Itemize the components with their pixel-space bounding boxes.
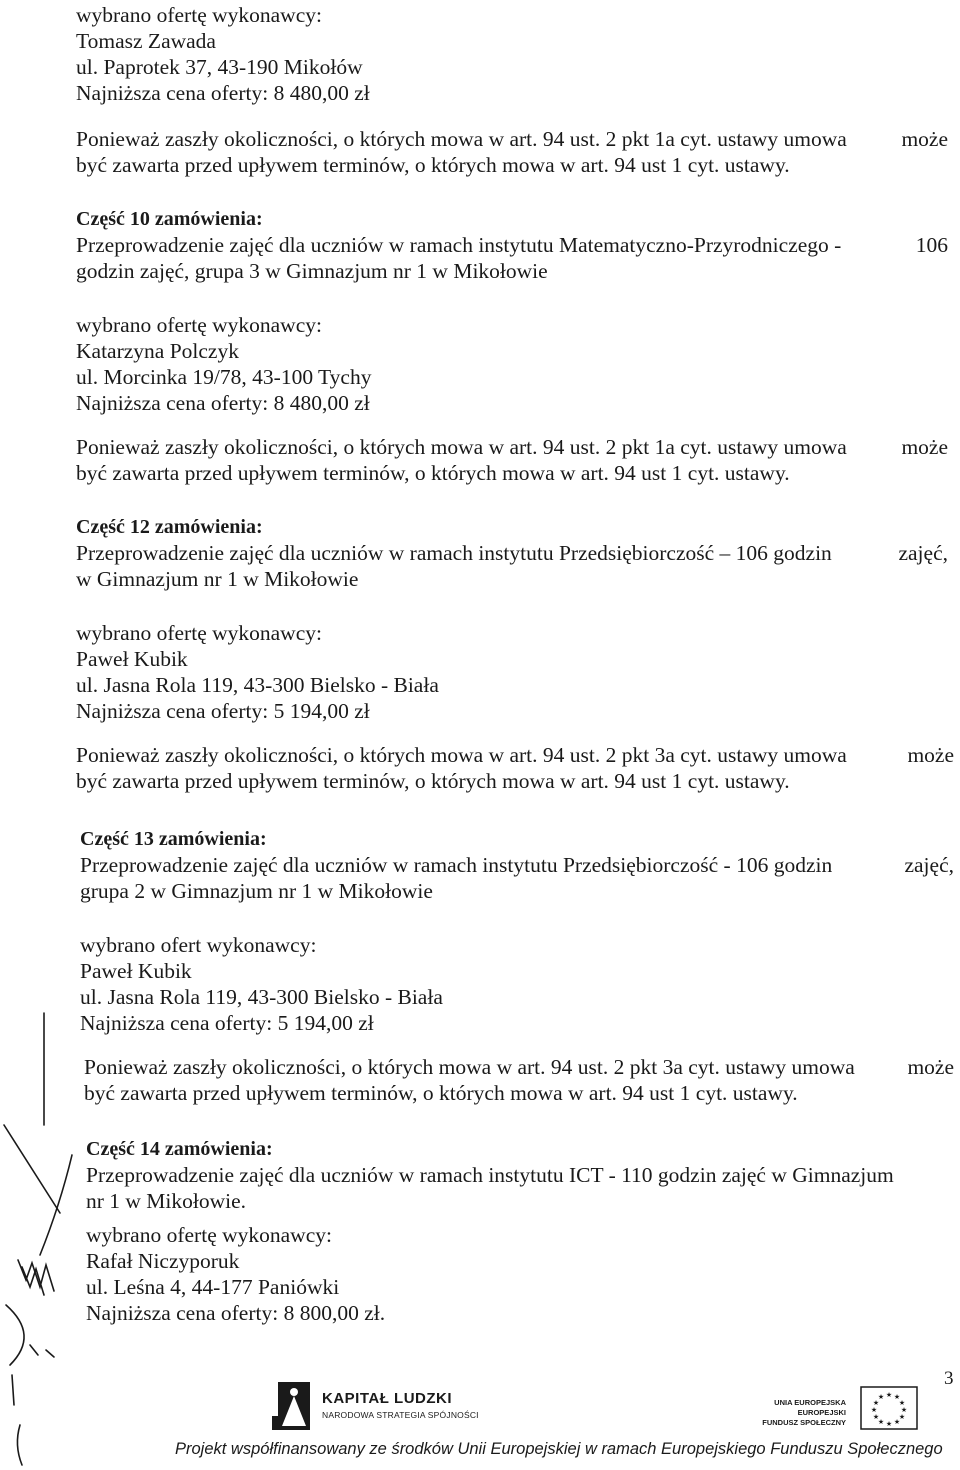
part-10-contractor-address: ul. Morcinka 19/78, 43-100 Tychy [76, 365, 372, 389]
part-10-description-end: 106 [915, 233, 948, 257]
part-13-lowest-price: Najniższa cena oferty: 5 194,00 zł [80, 1011, 374, 1035]
part-12-justification-end: może [907, 743, 954, 767]
part-12-selected-label: wybrano ofertę wykonawcy: [76, 621, 322, 645]
part-12-contractor-address: ul. Jasna Rola 119, 43-300 Bielsko - Biała [76, 673, 439, 697]
justification-end: może [901, 127, 948, 151]
part-14-contractor-name: Rafał Niczyporuk [86, 1249, 240, 1273]
part-10-justification-last: być zawarta przed upływem terminów, o których mowa w art. 94 ust 1 cyt. ustawy. [76, 461, 790, 485]
svg-text:★: ★ [872, 1413, 880, 1421]
kapital-ludzki-emblem-icon [270, 1376, 314, 1434]
part-12-description-end: zajęć, [898, 541, 948, 565]
part-10-selected-label: wybrano ofertę wykonawcy: [76, 313, 322, 337]
footer-cofinancing-note: Projekt współfinansowany ze środków Unii Europejskiej w ramach Europejskiego Funduszu Społecznego [175, 1440, 943, 1458]
part-12-description-2: w Gimnazjum nr 1 w Mikołowie [76, 567, 359, 591]
part-13-justification-text: Ponieważ zaszły okoliczności, o których mowa w art. 94 ust. 2 pkt 3a cyt. ustawy umowa [84, 1055, 855, 1079]
part-13-justification [84, 1054, 954, 1080]
justification-text: Ponieważ zaszły okoliczności, o których mowa w art. 94 ust. 2 pkt 1a cyt. ustawy umowa [76, 127, 847, 151]
svg-text:★: ★ [877, 1393, 885, 1401]
contractor-name: Tomasz Zawada [76, 29, 216, 53]
part-14-heading: Część 14 zamówienia: [86, 1138, 273, 1160]
part-10-description-text: Przeprowadzenie zajęć dla uczniów w ramach instytutu Matematyczno-Przyrodniczego - [76, 233, 842, 257]
part-10-description-2: godzin zajęć, grupa 3 w Gimnazjum nr 1 w Mikołowie [76, 259, 548, 283]
footer-logos [270, 1376, 930, 1438]
part-12-lowest-price: Najniższa cena oferty: 5 194,00 zł [76, 699, 370, 723]
lowest-price: Najniższa cena oferty: 8 480,00 zł [76, 81, 370, 105]
svg-text:★: ★ [885, 1420, 893, 1428]
justification-line [76, 126, 948, 152]
eu-logo-text [762, 1398, 846, 1428]
part-10-justification-text: Ponieważ zaszły okoliczności, o których mowa w art. 94 ust. 2 pkt 1a cyt. ustawy umowa [76, 435, 847, 459]
part-14-description-2: nr 1 w Mikołowie. [86, 1189, 247, 1213]
part-12-justification-last: być zawarta przed upływem terminów, o których mowa w art. 94 ust 1 cyt. ustawy. [76, 769, 790, 793]
svg-text:★: ★ [885, 1391, 893, 1399]
part-13-description [80, 852, 954, 878]
part-13-heading: Część 13 zamówienia: [80, 828, 267, 850]
part-10-heading: Część 10 zamówienia: [76, 208, 263, 230]
contractor-address: ul. Paprotek 37, 43-190 Mikołów [76, 55, 363, 79]
part-14-lowest-price: Najniższa cena oferty: 8 800,00 zł. [86, 1301, 386, 1325]
part-13-description-2: grupa 2 w Gimnazjum nr 1 w Mikołowie [80, 879, 433, 903]
kapital-ludzki-subtitle: NARODOWA STRATEGIA SPÓJNOŚCI [322, 1410, 479, 1420]
part-13-selected-label: wybrano ofert wykonawcy: [80, 933, 317, 957]
part-10-contractor-name: Katarzyna Polczyk [76, 339, 239, 363]
part-13-description-text: Przeprowadzenie zajęć dla uczniów w ramach instytutu Przedsiębiorczość - 106 godzin [80, 853, 833, 877]
selected-offer-label: wybrano ofertę wykonawcy: [76, 3, 322, 27]
svg-text:★: ★ [870, 1406, 878, 1414]
part-12-justification-text: Ponieważ zaszły okoliczności, o których mowa w art. 94 ust. 2 pkt 3a cyt. ustawy umowa [76, 743, 847, 767]
part-10-justification [76, 434, 948, 460]
kapital-ludzki-title: KAPITAŁ LUDZKI [322, 1390, 453, 1407]
justification-last-line: być zawarta przed upływem terminów, o których mowa w art. 94 ust 1 cyt. ustawy. [76, 153, 790, 177]
eu-flag-icon [860, 1386, 918, 1430]
part-13-contractor-name: Paweł Kubik [80, 959, 192, 983]
svg-text:★: ★ [900, 1406, 908, 1414]
page-number: 3 [944, 1368, 954, 1389]
part-14-selected-label: wybrano ofertę wykonawcy: [86, 1223, 332, 1247]
part-14-description: Przeprowadzenie zajęć dla uczniów w ramach instytutu ICT - 110 godzin zajęć w Gimnazjum [86, 1163, 894, 1187]
svg-text:★: ★ [893, 1418, 901, 1426]
part-14-contractor-address: ul. Leśna 4, 44-177 Paniówki [86, 1275, 340, 1299]
part-13-justification-end: może [907, 1055, 954, 1079]
part-13-contractor-address: ul. Jasna Rola 119, 43-300 Bielsko - Biała [80, 985, 443, 1009]
part-13-description-end: zajęć, [904, 853, 954, 877]
eu-line-2: EUROPEJSKI [797, 1408, 846, 1417]
part-12-contractor-name: Paweł Kubik [76, 647, 188, 671]
svg-text:★: ★ [898, 1413, 906, 1421]
part-12-description-text: Przeprowadzenie zajęć dla uczniów w ramach instytutu Przedsiębiorczość – 106 godzin [76, 541, 832, 565]
part-12-heading: Część 12 zamówienia: [76, 516, 263, 538]
part-13-justification-last: być zawarta przed upływem terminów, o których mowa w art. 94 ust 1 cyt. ustawy. [84, 1081, 798, 1105]
part-10-description [76, 232, 948, 258]
svg-text:★: ★ [893, 1393, 901, 1401]
eu-line-3: FUNDUSZ SPOŁECZNY [762, 1418, 846, 1427]
part-10-justification-end: może [901, 435, 948, 459]
svg-text:★: ★ [872, 1399, 880, 1407]
handwritten-signature-icon [0, 1005, 90, 1470]
part-12-description [76, 540, 948, 566]
part-10-lowest-price: Najniższa cena oferty: 8 480,00 zł [76, 391, 370, 415]
eu-line-1: UNIA EUROPEJSKA [774, 1398, 846, 1407]
svg-text:★: ★ [898, 1399, 906, 1407]
part-12-justification [76, 742, 954, 768]
svg-text:★: ★ [877, 1418, 885, 1426]
